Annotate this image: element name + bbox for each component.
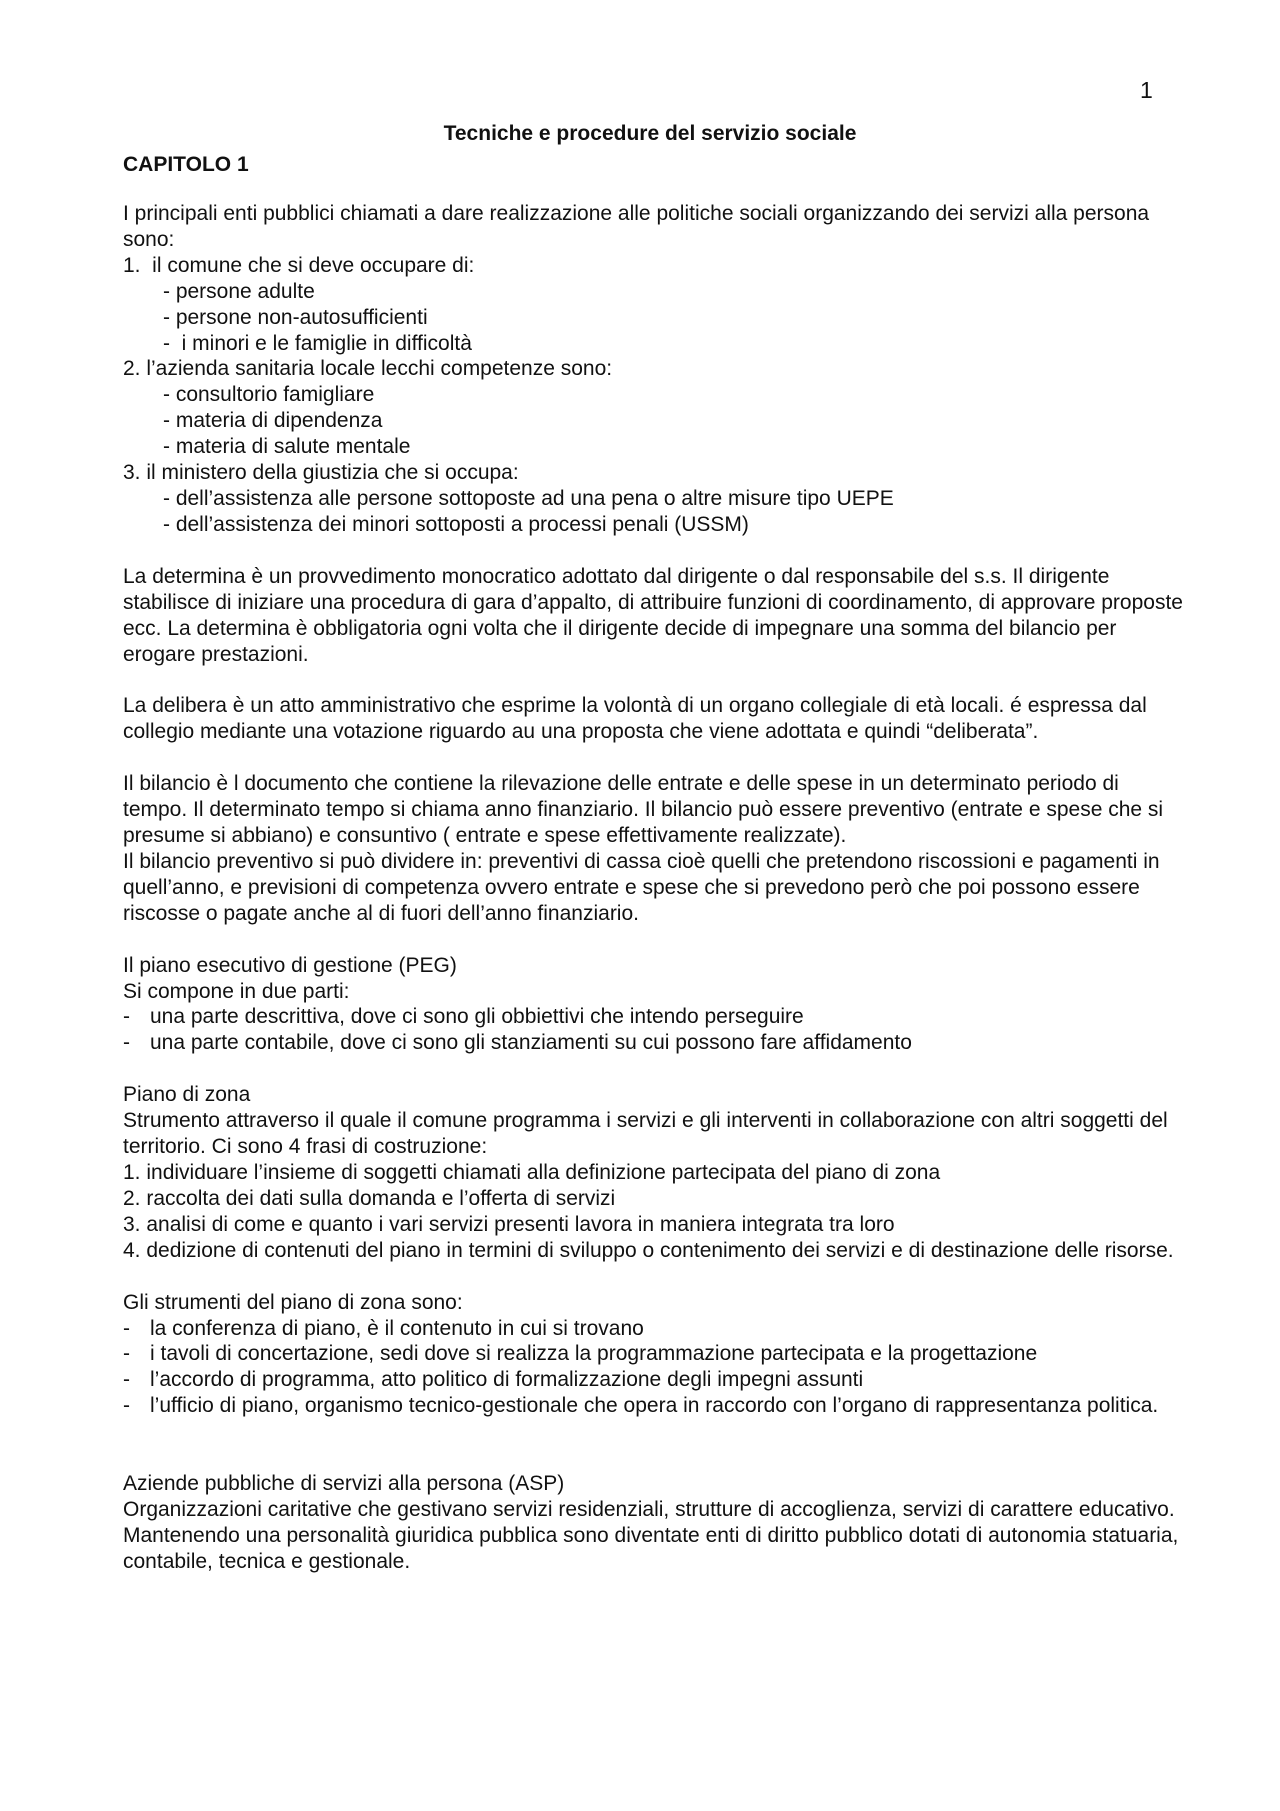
delibera-paragraph: La delibera è un atto amministrativo che esprime la volontà di un organo collegiale di età locali. é espressa dal collegio mediante una votazione riguardo au una proposta che viene adottata e quindi “deliberata”. (123, 694, 1147, 744)
enti-line: 3. il ministero della giustizia che si occupa: (123, 461, 519, 485)
piano-zona-heading: Piano di zona (123, 1083, 251, 1107)
document-title: Tecniche e procedure del servizio sociale (443, 122, 857, 145)
strumenti-item-text: l’ufficio di piano, organismo tecnico-gestionale che opera in raccordo con l’organo di rappresentanza politica. (150, 1394, 1159, 1418)
strumenti-list-item (123, 1316, 1183, 1342)
peg-item-text: una parte contabile, dove ci sono gli stanziamenti su cui possono fare affidamento (150, 1031, 912, 1055)
determina-paragraph: La determina è un provvedimento monocratico adottato dal dirigente o dal responsabile del s.s. Il dirigente stabilisce di iniziare una procedura di gara d’appalto, di attribuire funzioni di coordinamento, di approvare proposte ecc. La determina è obbligatoria ogni volta che il dirigente decide di impegnare una somma del bilancio per erogare prestazioni. (123, 564, 1183, 666)
enti-line: - i minori e le famiglie in difficoltà (163, 331, 472, 355)
dash-bullet: - (123, 1342, 130, 1366)
document-body (123, 201, 1183, 1575)
enti-line: - persone non-autosufficienti (163, 305, 428, 329)
enti-line: - materia di salute mentale (163, 435, 411, 459)
enti-line: 2. l’azienda sanitaria locale lecchi competenze sono: (123, 357, 613, 381)
enti-line: - persone adulte (163, 279, 315, 303)
dash-bullet: - (123, 1368, 130, 1392)
strumenti-intro: Gli strumenti del piano di zona sono: (123, 1290, 463, 1314)
asp-heading: Aziende pubbliche di servizi alla persona (ASP) (123, 1472, 565, 1496)
enti-line: 1. il comune che si deve occupare di: (123, 253, 475, 277)
peg-list-item (123, 1030, 1183, 1056)
strumenti-item-text: la conferenza di piano, è il contenuto in cui si trovano (150, 1316, 644, 1340)
enti-line: - consultorio famigliare (163, 383, 375, 407)
strumenti-item-text: l’accordo di programma, atto politico di formalizzazione degli impegni assunti (150, 1368, 864, 1392)
peg-intro: Si compone in due parti: (123, 979, 350, 1003)
enti-line: - dell’assistenza dei minori sottoposti a processi penali (USSM) (163, 512, 749, 536)
strumenti-list-item (123, 1341, 1183, 1367)
asp-paragraph: Organizzazioni caritative che gestivano servizi residenziali, strutture di accoglienza, servizi di carattere educativo. Mantenendo una personalità giuridica pubblica sono diventate enti di diritto pubblico dotati di autonomia statuaria, contabile, tecnica e gestionale. (123, 1498, 1179, 1573)
strumenti-list-item (123, 1393, 1183, 1419)
dash-bullet: - (123, 1316, 130, 1340)
enti-intro: I principali enti pubblici chiamati a dare realizzazione alle politiche sociali organizzando dei servizi alla persona sono: (123, 202, 1150, 251)
peg-item-text: una parte descrittiva, dove ci sono gli obbiettivi che intendo perseguire (150, 1005, 804, 1029)
piano-zona-step: 1. individuare l’insieme di soggetti chiamati alla definizione partecipata del piano di zona (123, 1161, 941, 1184)
strumenti-item-text: i tavoli di concertazione, sedi dove si realizza la programmazione partecipata e la progettazione (150, 1342, 1038, 1366)
peg-list-item (123, 1004, 1183, 1030)
piano-zona-step: 4. dedizione di contenuti del piano in termini di sviluppo o contenimento dei servizi e di destinazione delle risorse. (123, 1238, 1174, 1262)
peg-heading: Il piano esecutivo di gestione (PEG) (123, 953, 457, 977)
bilancio-paragraph: Il bilancio preventivo si può dividere in: preventivi di cassa cioè quelli che pretendono riscossioni e pagamenti in quell’anno, e previsioni di competenza ovvero entrate e spese che si prevedono però che poi possono essere riscosse o pagate anche al di fuori dell’anno finanziario. (123, 849, 1160, 925)
enti-line: - materia di dipendenza (163, 409, 383, 433)
piano-zona-step: 2. raccolta dei dati sulla domanda e l’offerta di servizi (123, 1186, 616, 1210)
dash-bullet: - (123, 1005, 130, 1029)
dash-bullet: - (123, 1031, 130, 1055)
enti-line: - dell’assistenza alle persone sottoposte ad una pena o altre misure tipo UEPE (163, 486, 894, 510)
dash-bullet: - (123, 1394, 130, 1418)
bilancio-paragraph: Il bilancio è l documento che contiene la rilevazione delle entrate e delle spese in un determinato periodo di tempo. Il determinato tempo si chiama anno finanziario. Il bilancio può essere preventivo (entrate e spese che si presume si abbiano) e consuntivo ( entrate e spese effettivamente realizzate). (123, 772, 1164, 848)
piano-zona-step: 3. analisi di come e quanto i vari servizi presenti lavora in maniera integrata tra loro (123, 1212, 895, 1236)
strumenti-list-item (123, 1367, 1183, 1393)
piano-zona-intro: Strumento attraverso il quale il comune programma i servizi e gli interventi in collaborazione con altri soggetti del territorio. Ci sono 4 frasi di costruzione: (123, 1109, 1168, 1159)
page-number: 1 (1140, 77, 1153, 103)
chapter-heading: CAPITOLO 1 (123, 153, 249, 176)
